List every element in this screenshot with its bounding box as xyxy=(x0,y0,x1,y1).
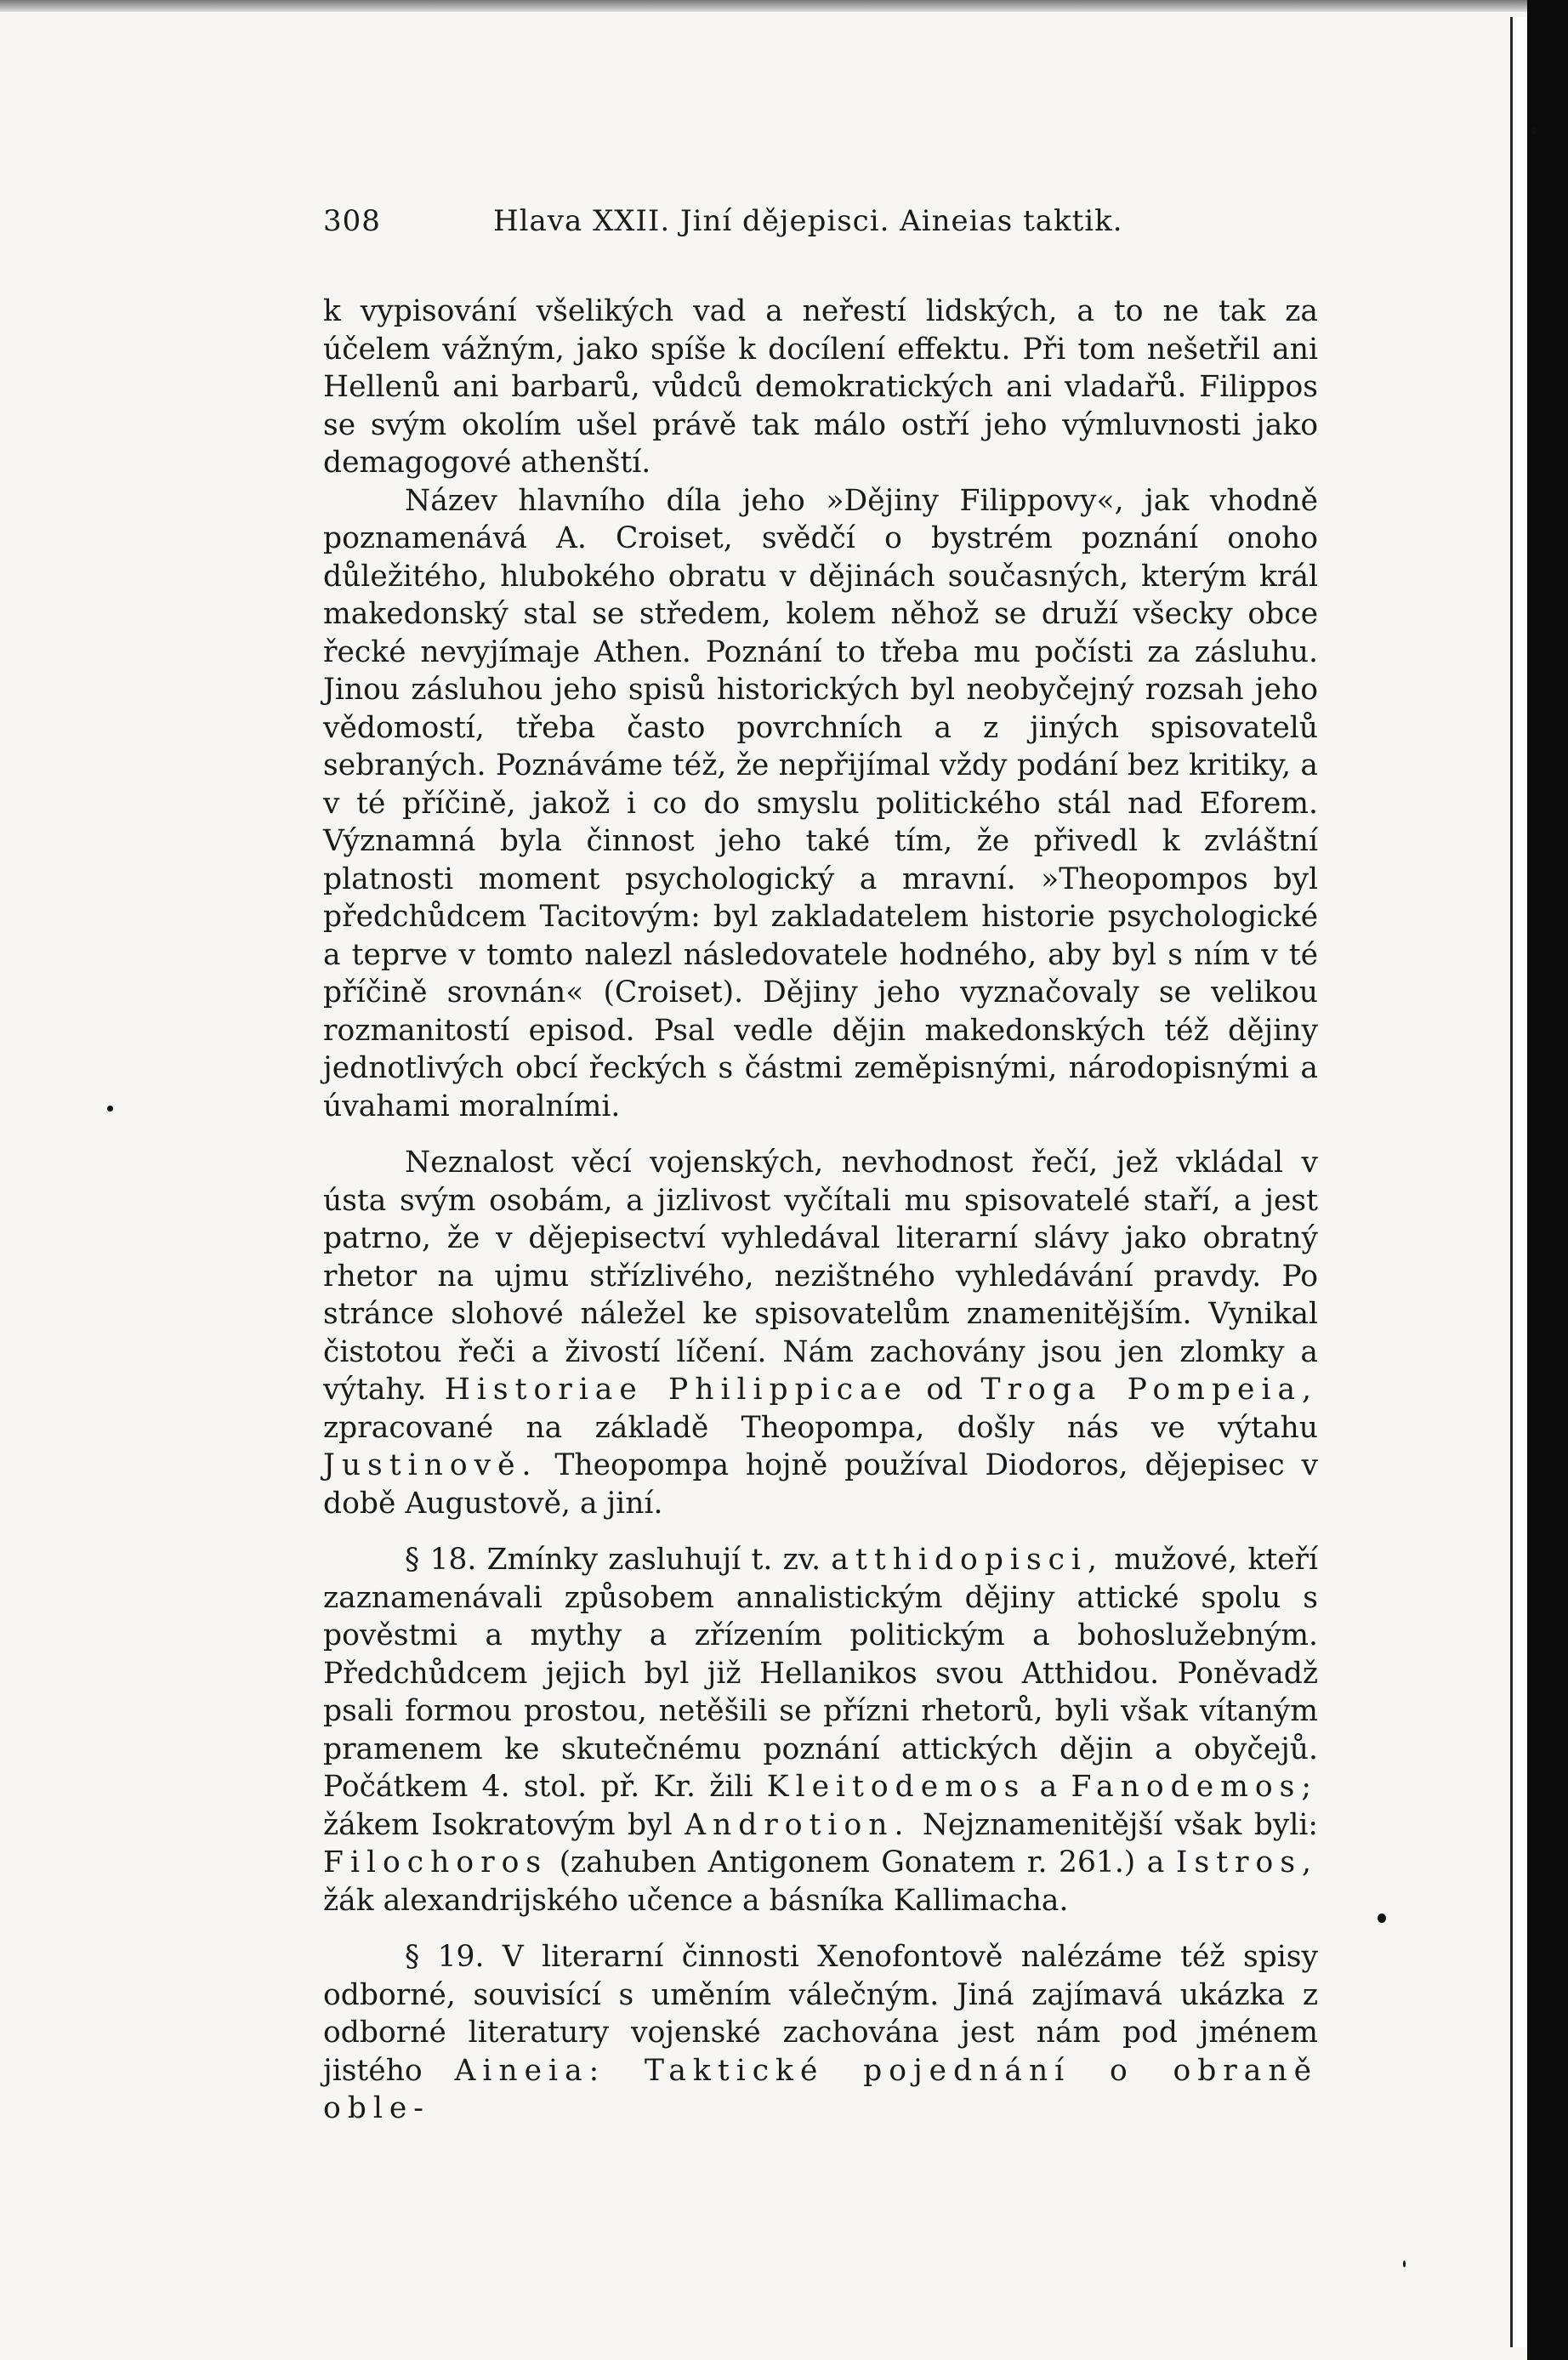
paragraph-text: (zahuben Antigonem Gonatem r. 261.) a xyxy=(559,1845,1165,1879)
paragraph-text: § 18. Zmínky zasluhují t. zv. xyxy=(405,1543,821,1577)
scan-speck xyxy=(1378,1914,1386,1923)
paragraph-text: Theopompa hojně používal Diodoros, dějepisec v době Augustově, a jiní. xyxy=(323,1448,1318,1521)
spaced-term: Aineia: Taktické pojednání o obraně oble- xyxy=(323,2053,1319,2125)
scan-speck xyxy=(1403,2260,1406,2267)
running-title: Hlava XXII. Jiní dějepisci. Aineias taktik. xyxy=(493,204,1123,238)
spaced-term: Filochoros xyxy=(323,1845,548,1879)
paragraph-text: Neznalost věcí vojenských, nevhodnost řečí, jež vkládal v ústa svým osobám, a jizlivost vyčítali mu spisovatelé staří, a jest patrno, že v dějepisectví vyhledával literarní slávy jako obratný rhetor na ujmu střízlivého, nezištného vyhledávání pravdy. Po stránce slohové náležel ke spisovatelům znamenitějším. Vynikal čistotou řeči a živostí líčení. Nám zachovány jsou jen zlomky a výtahy. xyxy=(323,1146,1318,1407)
running-head xyxy=(323,204,1318,238)
paragraph-text: mužové, kteří zaznamenávali způsobem annalistickým dějiny attické spolu s pověstmi a mythy a zřízením politickým a bohoslužebným. Předchůdcem jejich byl již Hellanikos svou Atthidou. Poněvadž psali formou prostou, netěšili se přízni rhetorů, byli však vítaným pramenem ke skutečnému poznání attických dějin a obyčejů. Počátkem 4. stol. př. Kr. žili xyxy=(323,1543,1319,1804)
paragraph-text: k vypisování všelikých vad a neřestí lidských, a to ne tak za účelem vážným, jako spíše k docílení effektu. Při tom nešetřil ani Hellenů ani barbarů, vůdců demokratických ani vladařů. Filippos se svým okolím ušel právě tak málo ostří jeho výmluvnosti jako demagogové athenští. xyxy=(323,294,1318,480)
spaced-term: Istros, xyxy=(1175,1845,1318,1879)
page-body xyxy=(323,204,1318,2128)
scan-speck xyxy=(1531,126,1537,134)
scan-speck xyxy=(107,1106,113,1112)
spaced-term: Justinově. xyxy=(323,1448,538,1482)
spaced-term: Fanodemos; xyxy=(1071,1770,1318,1804)
spaced-term: Troga Pompeia, xyxy=(980,1373,1319,1407)
page-number: 308 xyxy=(323,204,381,238)
spaced-term: Kleitodemos xyxy=(766,1770,1026,1804)
spaced-term: atthidopisci, xyxy=(831,1543,1104,1577)
paragraph-text: Název hlavního díla jeho »Dějiny Filippovy«, jak vhodně poznamenává A. Croiset, svědčí o bystrém poznání onoho důležitého, hlubokého obratu v dějinách současných, kterým král makedonský stal se středem, kolem něhož se druží všecky obce řecké nevyjímaje Athen. Poznání to třeba mu počísti za zásluhu. Jinou zásluhou jeho spisů historických byl neobyčejný rozsah jeho vědomostí, třeba často povrchních a z jiných spisovatelů sebraných. Poznáváme též, že nepřijímal vždy podání bez kritiky, a v té příčině, jakož i co do smyslu politického stál nad Eforem. Významná byla činnost jeho také tím, že přivedl k zvláštní platnosti moment psychologický a mravní. »Theopompos byl předchůdcem Tacitovým: byl zakladatelem historie psychologické a teprve v tomto nalezl následovatele hodného, aby byl s ním v té příčině srovnán« (Croiset). Dějiny jeho vyznačovaly se velikou rozmanitostí episod. Psal vedle dějin makedonských též dějiny jednotlivých obcí řeckých s částmi zeměpisnými, národopisnými a úvahami moralními. xyxy=(323,483,1318,1123)
paragraph-section-18 xyxy=(323,1541,1318,1919)
paragraph-text: zpracované na základě Theopompa, došly nás ve výtahu xyxy=(323,1410,1318,1445)
paragraph-text: od xyxy=(926,1373,963,1407)
paragraph-2 xyxy=(323,482,1318,1126)
scan-top-edge xyxy=(0,0,1527,12)
paragraph-3 xyxy=(323,1144,1318,1522)
spaced-term: Historiae Philippicae xyxy=(444,1373,909,1407)
paragraph-text: a xyxy=(1039,1770,1058,1804)
paragraph-text: Nejznamenitější však byli: xyxy=(922,1807,1319,1842)
paragraph-1 xyxy=(323,293,1318,482)
paragraph-text: žákem Isokratovým byl xyxy=(323,1807,673,1842)
paragraph-section-19 xyxy=(323,1938,1318,2128)
scan-dark-border xyxy=(1527,0,1568,2360)
spaced-term: Androtion. xyxy=(685,1807,911,1842)
paragraph-text: žák alexandrijského učence a básníka Kallimacha. xyxy=(323,1883,1069,1918)
paragraph-text: § 19. V literarní činnosti Xenofontově nalézáme též spisy odborné, souvisící s uměním válečným. Jiná zajímavá ukázka z odborné literatury vojenské zachována jest nám pod jménem jistého xyxy=(323,1940,1318,2088)
